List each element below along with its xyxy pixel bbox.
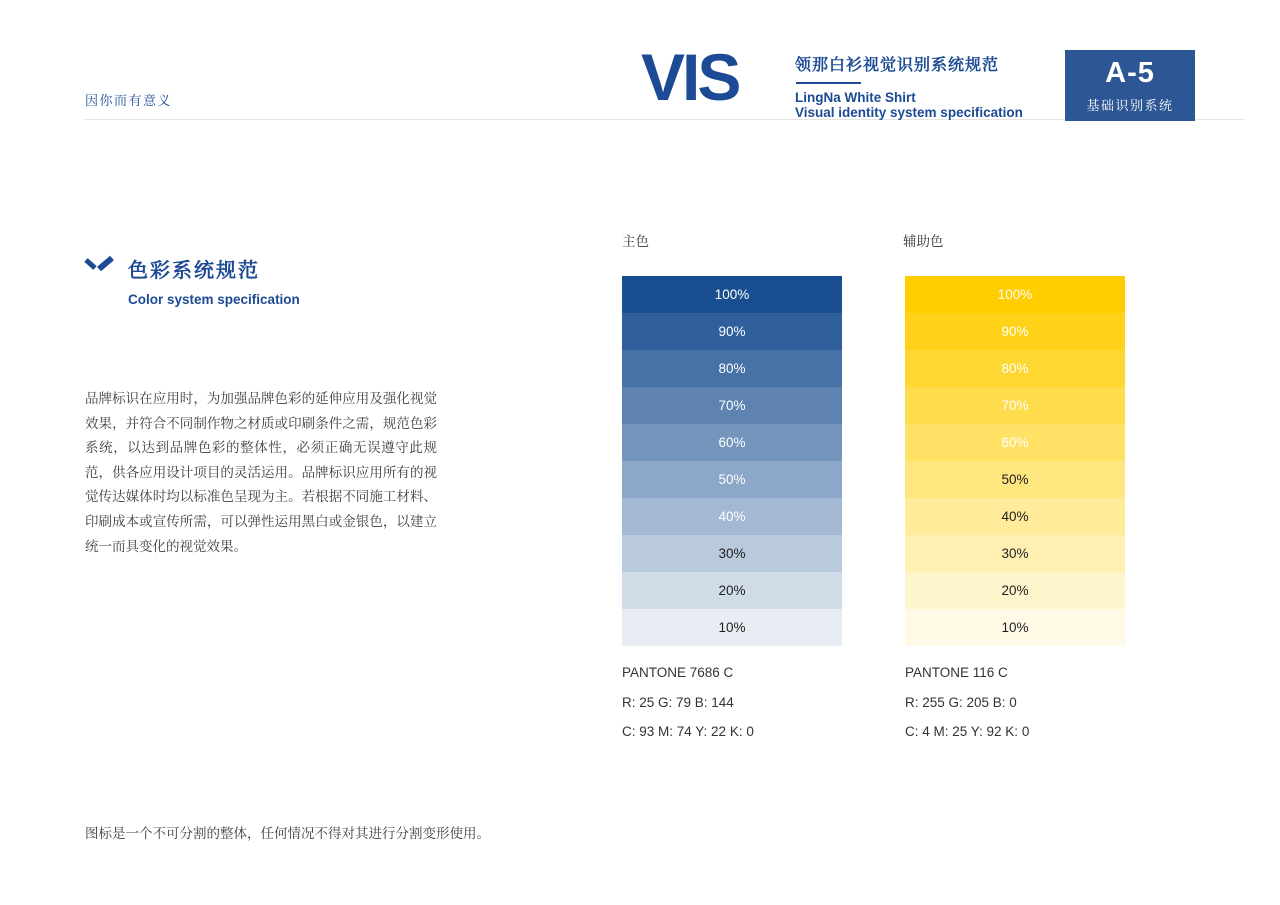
tint-percent-label: 10%	[718, 620, 746, 635]
header-info	[795, 52, 1023, 120]
secondary-tint-swatch-100	[905, 276, 1125, 313]
primary-rgb-value: R: 25 G: 79 B: 144	[622, 694, 734, 710]
primary-color-spec	[622, 666, 754, 755]
tint-percent-label: 20%	[1001, 583, 1029, 598]
section-title-zh: 色彩系统规范	[128, 260, 260, 282]
page-index-badge	[1065, 50, 1195, 121]
tint-percent-label: 40%	[718, 509, 746, 524]
tint-percent-label: 50%	[1001, 472, 1029, 487]
tint-percent-label: 90%	[718, 324, 746, 339]
tint-percent-label: 60%	[1001, 435, 1029, 450]
tint-percent-label: 100%	[714, 287, 750, 302]
page-index-code: A-5	[1105, 57, 1155, 89]
section-title-en: Color system specification	[128, 292, 300, 307]
primary-tint-swatch-100	[622, 276, 842, 313]
header-title-zh: 领那白衫视觉识别系统规范	[795, 57, 1000, 74]
primary-tint-swatch-50	[622, 461, 842, 498]
secondary-color-label: 辅助色	[903, 234, 944, 249]
tint-percent-label: 60%	[718, 435, 746, 450]
tint-percent-label: 20%	[718, 583, 746, 598]
section-body-paragraph: 品牌标识在应用时，为加强品牌色彩的延伸应用及强化视觉效果，并符合不同制作物之材质或印刷条件之需，规范色彩系统，以达到品牌色彩的整体性，必须正确无误遵守此规范，供各应用设计项目的灵活运用。品牌标识应用所有的视觉传达媒体时均以标准色呈现为主。若根据不同施工材料、印刷成本或宣传所需，可以弹性运用黑白或金银色，以建立统一而具变化的视觉效果。	[85, 391, 437, 554]
tint-percent-label: 70%	[718, 398, 746, 413]
primary-cmyk-value: C: 93 M: 74 Y: 22 K: 0	[622, 724, 754, 739]
header-title-underline	[796, 82, 861, 84]
footer-note: 图标是一个不可分割的整体，任何情况不得对其进行分割变形使用。	[85, 826, 490, 841]
check-icon	[83, 255, 115, 286]
secondary-tint-swatch-60	[905, 424, 1125, 461]
tint-percent-label: 80%	[1001, 361, 1029, 376]
tint-percent-label: 40%	[1001, 509, 1029, 524]
tint-percent-label: 10%	[1001, 620, 1029, 635]
secondary-rgb-value: R: 255 G: 205 B: 0	[905, 694, 1017, 710]
secondary-color-spec	[905, 666, 1029, 755]
header-subtitle-en-line2: Visual identity system specification	[795, 105, 1023, 120]
primary-swatch-column	[622, 276, 842, 646]
page-index-label: 基础识别系统	[1086, 98, 1174, 113]
secondary-tint-swatch-10	[905, 609, 1125, 646]
primary-color-label: 主色	[622, 234, 649, 249]
primary-tint-swatch-60	[622, 424, 842, 461]
primary-tint-swatch-70	[622, 387, 842, 424]
secondary-pantone-name: PANTONE 116 C	[905, 665, 1008, 680]
primary-tint-swatch-30	[622, 535, 842, 572]
tint-percent-label: 90%	[1001, 324, 1029, 339]
secondary-tint-swatch-50	[905, 461, 1125, 498]
secondary-tint-swatch-40	[905, 498, 1125, 535]
primary-tint-swatch-90	[622, 313, 842, 350]
secondary-tint-swatch-80	[905, 350, 1125, 387]
tint-percent-label: 70%	[1001, 398, 1029, 413]
secondary-cmyk-value: C: 4 M: 25 Y: 92 K: 0	[905, 724, 1030, 739]
secondary-tint-swatch-30	[905, 535, 1125, 572]
tint-percent-label: 50%	[718, 472, 746, 487]
tint-percent-label: 80%	[718, 361, 746, 376]
tint-percent-label: 30%	[1001, 546, 1029, 561]
primary-pantone-name: PANTONE 7686 C	[622, 665, 734, 680]
secondary-tint-swatch-70	[905, 387, 1125, 424]
secondary-swatch-column	[905, 276, 1125, 646]
primary-tint-swatch-40	[622, 498, 842, 535]
brand-slogan: 因你而有意义	[85, 93, 173, 108]
primary-tint-swatch-80	[622, 350, 842, 387]
primary-tint-swatch-10	[622, 609, 842, 646]
secondary-tint-swatch-20	[905, 572, 1125, 609]
tint-percent-label: 30%	[718, 546, 746, 561]
primary-tint-swatch-20	[622, 572, 842, 609]
vis-logo: VIS	[641, 40, 739, 114]
tint-percent-label: 100%	[997, 287, 1033, 302]
header-subtitle-en-line1: LingNa White Shirt	[795, 90, 916, 105]
secondary-tint-swatch-90	[905, 313, 1125, 350]
